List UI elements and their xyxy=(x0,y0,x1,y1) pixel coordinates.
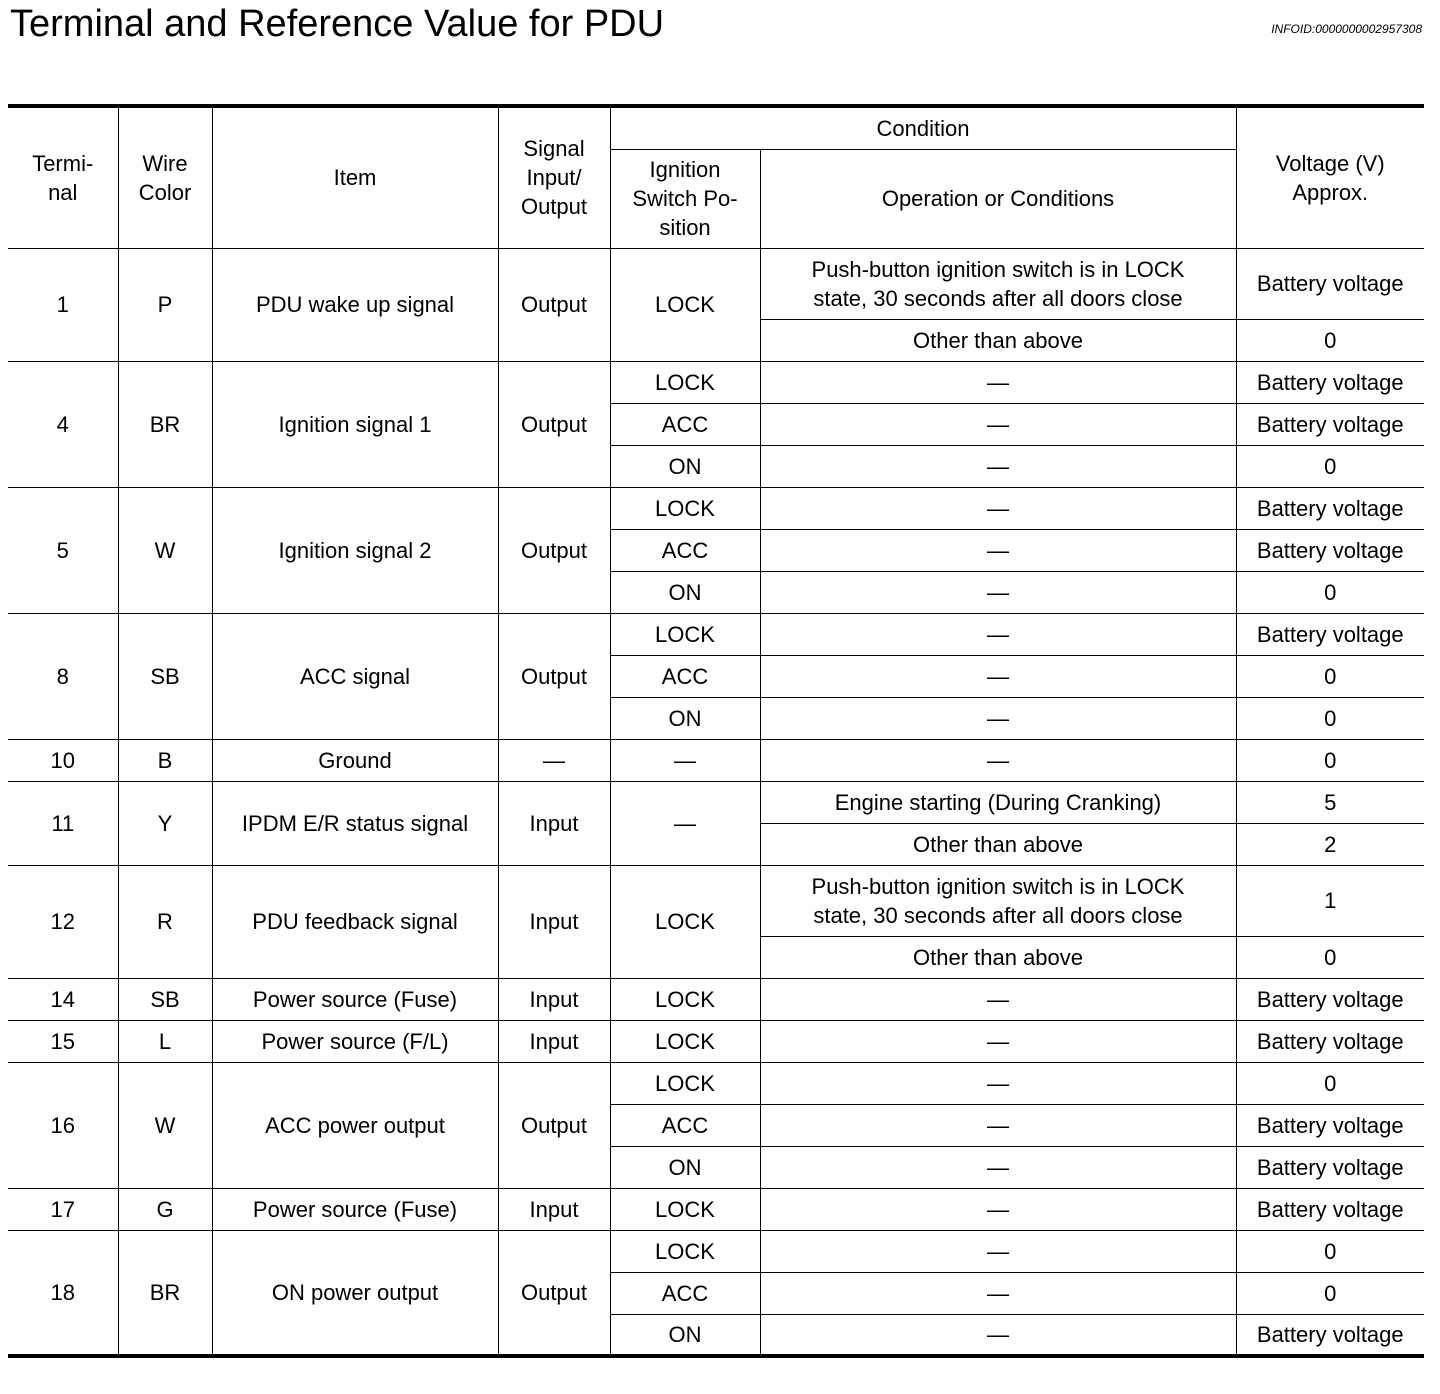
cell-voltage: Battery voltage xyxy=(1236,1314,1424,1356)
cell-voltage: 0 xyxy=(1236,571,1424,613)
cell-operation: — xyxy=(760,1314,1236,1356)
cell-operation: Push-button ignition switch is in LOCK state, 30 seconds after all doors close xyxy=(760,248,1236,319)
header-voltage: Voltage (V) Approx. xyxy=(1236,106,1424,248)
cell-ignition-position: ACC xyxy=(610,1272,760,1314)
cell-voltage: Battery voltage xyxy=(1236,1104,1424,1146)
cell-ignition-position: ON xyxy=(610,445,760,487)
header-terminal: Termi- nal xyxy=(8,106,118,248)
cell-voltage: 0 xyxy=(1236,1272,1424,1314)
cell-terminal: 14 xyxy=(8,978,118,1020)
cell-item: IPDM E/R status signal xyxy=(212,781,498,865)
cell-voltage: 0 xyxy=(1236,445,1424,487)
cell-item: Power source (Fuse) xyxy=(212,1188,498,1230)
cell-terminal: 5 xyxy=(8,487,118,613)
cell-voltage: 5 xyxy=(1236,781,1424,823)
cell-operation: — xyxy=(760,445,1236,487)
cell-wire-color: L xyxy=(118,1020,212,1062)
cell-terminal: 8 xyxy=(8,613,118,739)
cell-ignition-position: LOCK xyxy=(610,1062,760,1104)
cell-operation: — xyxy=(760,613,1236,655)
cell-operation: — xyxy=(760,697,1236,739)
cell-operation: — xyxy=(760,1062,1236,1104)
cell-item: Ignition signal 1 xyxy=(212,361,498,487)
cell-terminal: 10 xyxy=(8,739,118,781)
cell-ignition-position: ON xyxy=(610,697,760,739)
cell-voltage: 2 xyxy=(1236,823,1424,865)
cell-voltage: 0 xyxy=(1236,739,1424,781)
info-id: INFOID:0000000002957308 xyxy=(1271,22,1422,36)
cell-signal: Input xyxy=(498,1188,610,1230)
header-signal: Signal Input/ Output xyxy=(498,106,610,248)
cell-ignition-position: LOCK xyxy=(610,487,760,529)
table-row xyxy=(8,739,1424,781)
cell-operation: — xyxy=(760,487,1236,529)
header-item: Item xyxy=(212,106,498,248)
cell-wire-color: B xyxy=(118,739,212,781)
cell-voltage: Battery voltage xyxy=(1236,361,1424,403)
cell-voltage: Battery voltage xyxy=(1236,1188,1424,1230)
table-row xyxy=(8,248,1424,319)
cell-ignition-position: — xyxy=(610,781,760,865)
cell-ignition-position: ACC xyxy=(610,403,760,445)
cell-terminal: 12 xyxy=(8,865,118,978)
cell-ignition-position: LOCK xyxy=(610,248,760,361)
cell-ignition-position: LOCK xyxy=(610,865,760,978)
cell-item: Power source (F/L) xyxy=(212,1020,498,1062)
cell-terminal: 16 xyxy=(8,1062,118,1188)
cell-ignition-position: LOCK xyxy=(610,361,760,403)
cell-signal: Input xyxy=(498,1020,610,1062)
table-row xyxy=(8,978,1424,1020)
cell-operation: — xyxy=(760,739,1236,781)
cell-wire-color: W xyxy=(118,1062,212,1188)
cell-wire-color: SB xyxy=(118,613,212,739)
cell-voltage: Battery voltage xyxy=(1236,978,1424,1020)
cell-voltage: 0 xyxy=(1236,655,1424,697)
cell-ignition-position: LOCK xyxy=(610,1020,760,1062)
cell-operation: — xyxy=(760,529,1236,571)
cell-ignition-position: ON xyxy=(610,1314,760,1356)
cell-item: ON power output xyxy=(212,1230,498,1356)
cell-signal: Input xyxy=(498,978,610,1020)
cell-signal: Input xyxy=(498,781,610,865)
cell-voltage: 0 xyxy=(1236,697,1424,739)
cell-wire-color: G xyxy=(118,1188,212,1230)
cell-operation: — xyxy=(760,1104,1236,1146)
cell-terminal: 1 xyxy=(8,248,118,361)
header-wire-color: Wire Color xyxy=(118,106,212,248)
cell-voltage: 0 xyxy=(1236,1062,1424,1104)
cell-operation: Engine starting (During Cranking) xyxy=(760,781,1236,823)
cell-ignition-position: ACC xyxy=(610,1104,760,1146)
cell-operation: Other than above xyxy=(760,936,1236,978)
cell-voltage: Battery voltage xyxy=(1236,529,1424,571)
cell-wire-color: BR xyxy=(118,361,212,487)
cell-operation: — xyxy=(760,655,1236,697)
cell-signal: Input xyxy=(498,865,610,978)
cell-voltage: 0 xyxy=(1236,319,1424,361)
cell-voltage: 0 xyxy=(1236,936,1424,978)
cell-ignition-position: ACC xyxy=(610,655,760,697)
cell-wire-color: BR xyxy=(118,1230,212,1356)
cell-voltage: Battery voltage xyxy=(1236,248,1424,319)
table-row xyxy=(8,1188,1424,1230)
page-title: Terminal and Reference Value for PDU xyxy=(10,3,665,45)
header-ignition-position: Ignition Switch Po- sition xyxy=(610,149,760,248)
cell-ignition-position: ON xyxy=(610,1146,760,1188)
cell-ignition-position: — xyxy=(610,739,760,781)
table-row xyxy=(8,1230,1424,1272)
cell-signal: Output xyxy=(498,1230,610,1356)
cell-terminal: 11 xyxy=(8,781,118,865)
cell-ignition-position: ON xyxy=(610,571,760,613)
cell-voltage: Battery voltage xyxy=(1236,613,1424,655)
cell-signal: Output xyxy=(498,248,610,361)
cell-ignition-position: ACC xyxy=(610,529,760,571)
header-operation: Operation or Conditions xyxy=(760,149,1236,248)
cell-wire-color: R xyxy=(118,865,212,978)
header-condition: Condition xyxy=(610,106,1236,149)
cell-voltage: Battery voltage xyxy=(1236,1146,1424,1188)
cell-operation: — xyxy=(760,361,1236,403)
cell-terminal: 18 xyxy=(8,1230,118,1356)
cell-ignition-position: LOCK xyxy=(610,1188,760,1230)
cell-voltage: Battery voltage xyxy=(1236,1020,1424,1062)
cell-wire-color: P xyxy=(118,248,212,361)
cell-terminal: 4 xyxy=(8,361,118,487)
cell-operation: Other than above xyxy=(760,823,1236,865)
cell-item: ACC power output xyxy=(212,1062,498,1188)
cell-terminal: 17 xyxy=(8,1188,118,1230)
cell-item: PDU wake up signal xyxy=(212,248,498,361)
cell-voltage: 0 xyxy=(1236,1230,1424,1272)
table-row xyxy=(8,613,1424,655)
cell-voltage: 1 xyxy=(1236,865,1424,936)
cell-item: Power source (Fuse) xyxy=(212,978,498,1020)
cell-signal: Output xyxy=(498,487,610,613)
cell-wire-color: SB xyxy=(118,978,212,1020)
table-body xyxy=(8,248,1424,1356)
cell-ignition-position: LOCK xyxy=(610,613,760,655)
cell-operation: Push-button ignition switch is in LOCK state, 30 seconds after all doors close xyxy=(760,865,1236,936)
cell-item: Ignition signal 2 xyxy=(212,487,498,613)
cell-wire-color: Y xyxy=(118,781,212,865)
cell-item: Ground xyxy=(212,739,498,781)
table-row xyxy=(8,1062,1424,1104)
cell-voltage: Battery voltage xyxy=(1236,403,1424,445)
table-row xyxy=(8,781,1424,823)
cell-operation: — xyxy=(760,978,1236,1020)
cell-operation: — xyxy=(760,403,1236,445)
cell-operation: — xyxy=(760,1020,1236,1062)
cell-signal: Output xyxy=(498,361,610,487)
cell-item: ACC signal xyxy=(212,613,498,739)
cell-operation: — xyxy=(760,1272,1236,1314)
table-row xyxy=(8,361,1424,403)
cell-operation: — xyxy=(760,1146,1236,1188)
cell-operation: — xyxy=(760,571,1236,613)
cell-signal: Output xyxy=(498,613,610,739)
table-row xyxy=(8,865,1424,936)
table-row xyxy=(8,1020,1424,1062)
reference-table xyxy=(8,104,1424,1358)
cell-voltage: Battery voltage xyxy=(1236,487,1424,529)
cell-ignition-position: LOCK xyxy=(610,1230,760,1272)
cell-ignition-position: LOCK xyxy=(610,978,760,1020)
cell-wire-color: W xyxy=(118,487,212,613)
cell-signal: Output xyxy=(498,1062,610,1188)
cell-signal: — xyxy=(498,739,610,781)
cell-item: PDU feedback signal xyxy=(212,865,498,978)
cell-terminal: 15 xyxy=(8,1020,118,1062)
cell-operation: Other than above xyxy=(760,319,1236,361)
cell-operation: — xyxy=(760,1188,1236,1230)
table-row xyxy=(8,487,1424,529)
cell-operation: — xyxy=(760,1230,1236,1272)
